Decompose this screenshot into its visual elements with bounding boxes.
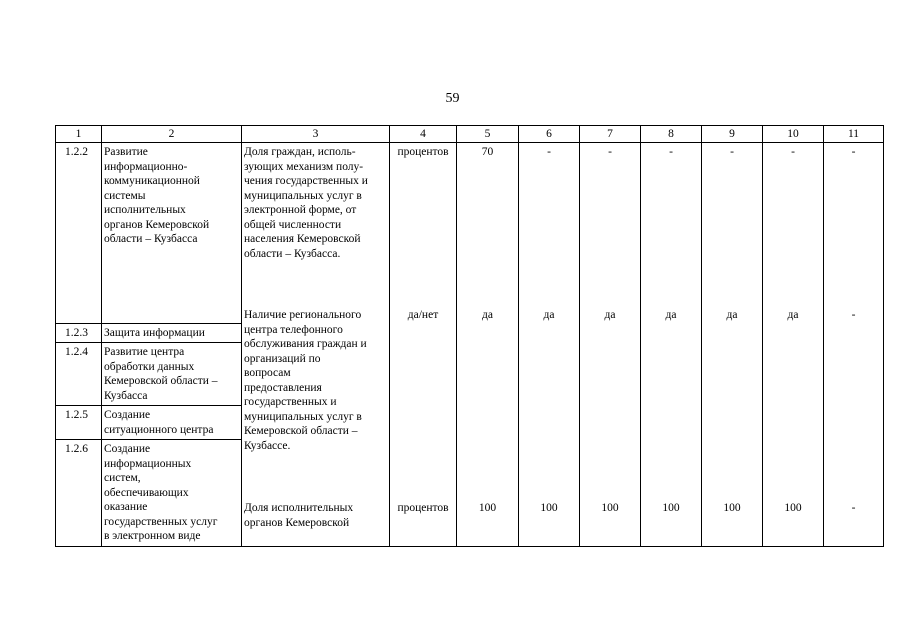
row-number: 1.2.5 (65, 409, 88, 421)
value-cell: да (604, 309, 616, 321)
unit-cell: да/нет (407, 309, 439, 321)
table-border-left (55, 125, 56, 547)
value-cell: 100 (478, 502, 497, 514)
text-line: исполнительных (104, 204, 186, 216)
header-cell: 9 (729, 128, 735, 140)
text-line: общей численности (244, 218, 342, 231)
value-cell: 100 (723, 502, 741, 514)
text-line: Кузбассе. (244, 439, 291, 452)
header-cell: 10 (787, 128, 799, 140)
value-cell: да (482, 309, 493, 321)
text-line: коммуникационной (104, 175, 200, 187)
activity-name (104, 145, 209, 247)
header-cell: 6 (546, 128, 552, 140)
row-divider (55, 342, 241, 343)
row-number: 1.2.6 (65, 443, 88, 455)
text-line: обеспечивающих (104, 486, 189, 499)
header-cell: 8 (668, 128, 674, 140)
row-divider (55, 323, 241, 324)
table-border-bottom (55, 546, 884, 547)
text-line: государственных услуг (104, 515, 218, 528)
text-line: информационно- (104, 160, 188, 173)
row-divider (55, 439, 241, 440)
column-divider (456, 125, 457, 547)
page-number: 59 (445, 91, 460, 106)
text-line: обработки данных (104, 360, 195, 373)
header-cell: 11 (847, 128, 860, 140)
text-line: Доля граждан, исполь- (244, 146, 356, 158)
value-cell: - (547, 146, 551, 158)
value-cell: - (851, 502, 856, 514)
header-cell: 7 (607, 128, 613, 140)
value-cell: 100 (662, 502, 680, 514)
value-cell: 100 (540, 502, 558, 514)
text-line: ситуационного центра (104, 423, 214, 436)
text-line: электронной форме, от (244, 204, 357, 216)
text-line: Создание (104, 409, 151, 421)
activity-name (104, 442, 217, 544)
text-line: Создание (104, 443, 151, 455)
text-line: информационных (104, 457, 192, 470)
text-line: Кузбасса (104, 389, 148, 402)
table-border-right (883, 125, 884, 547)
column-divider (518, 125, 519, 547)
text-line: органов Кемеровской (244, 516, 350, 529)
text-line: центра телефонного (244, 323, 343, 336)
text-line: систем, (104, 472, 141, 484)
text-line: государственных и (244, 396, 337, 408)
text-line: муниципальных услуг в (244, 410, 362, 423)
text-line: Кемеровской области – (104, 375, 218, 387)
activity-name (104, 408, 213, 437)
text-line: области – Кузбасса. (244, 247, 341, 260)
value-cell: 100 (601, 502, 619, 514)
indicator-description (244, 145, 368, 261)
text-line: органов Кемеровской (104, 218, 210, 231)
value-cell: 100 (784, 502, 802, 514)
header-cell: 4 (420, 128, 426, 140)
column-divider (762, 125, 763, 547)
text-line: организаций по (244, 352, 321, 365)
text-line: Кемеровской области – (244, 425, 358, 437)
value-cell: - (851, 146, 856, 158)
header-cell: 3 (312, 128, 319, 140)
value-cell: да (665, 309, 677, 321)
row-number: 1.2.2 (65, 146, 88, 158)
value-cell: да (787, 309, 799, 321)
value-cell: - (608, 146, 612, 158)
text-line: Развитие (104, 146, 148, 158)
text-line: вопросам (244, 367, 291, 379)
text-line: зующих механизм полу- (244, 160, 364, 173)
row-number: 1.2.4 (65, 346, 88, 358)
text-line: оказание (104, 501, 148, 513)
value-cell: - (791, 146, 795, 158)
text-line: в электронном виде (104, 530, 201, 542)
column-divider (241, 125, 242, 547)
row-number: 1.2.3 (65, 327, 88, 339)
text-line: муниципальных услуг в (244, 189, 362, 202)
value-cell: 70 (481, 146, 494, 158)
value-cell: да (543, 309, 555, 321)
unit-cell: процентов (397, 146, 449, 158)
text-line: Развитие центра (104, 346, 185, 358)
activity-name (104, 345, 218, 403)
value-cell: да (726, 309, 738, 321)
text-line: чения государственных и (244, 175, 368, 187)
activity-name: Защита информации (104, 327, 205, 339)
header-cell: 2 (168, 128, 175, 140)
text-line: области – Кузбасса (104, 233, 198, 245)
unit-cell: процентов (397, 502, 449, 514)
text-line: системы (104, 189, 146, 202)
table-border-top (55, 125, 884, 126)
indicator-description (244, 308, 367, 453)
header-cell: 5 (484, 128, 491, 140)
column-divider (101, 125, 102, 547)
value-cell: - (851, 309, 856, 321)
text-line: предоставления (244, 381, 322, 394)
column-divider (389, 125, 390, 547)
value-cell: - (669, 146, 673, 158)
indicator-description (244, 501, 353, 530)
header-cell: 1 (75, 128, 82, 140)
column-divider (640, 125, 641, 547)
text-line: обслуживания граждан и (244, 338, 367, 350)
column-divider (579, 125, 580, 547)
column-divider (701, 125, 702, 547)
text-line: населения Кемеровской (244, 233, 361, 245)
value-cell: - (730, 146, 734, 158)
row-divider (55, 405, 241, 406)
header-row-divider (55, 142, 884, 143)
text-line: Наличие регионального (244, 309, 362, 321)
column-divider (823, 125, 824, 547)
text-line: Доля исполнительных (244, 502, 354, 514)
